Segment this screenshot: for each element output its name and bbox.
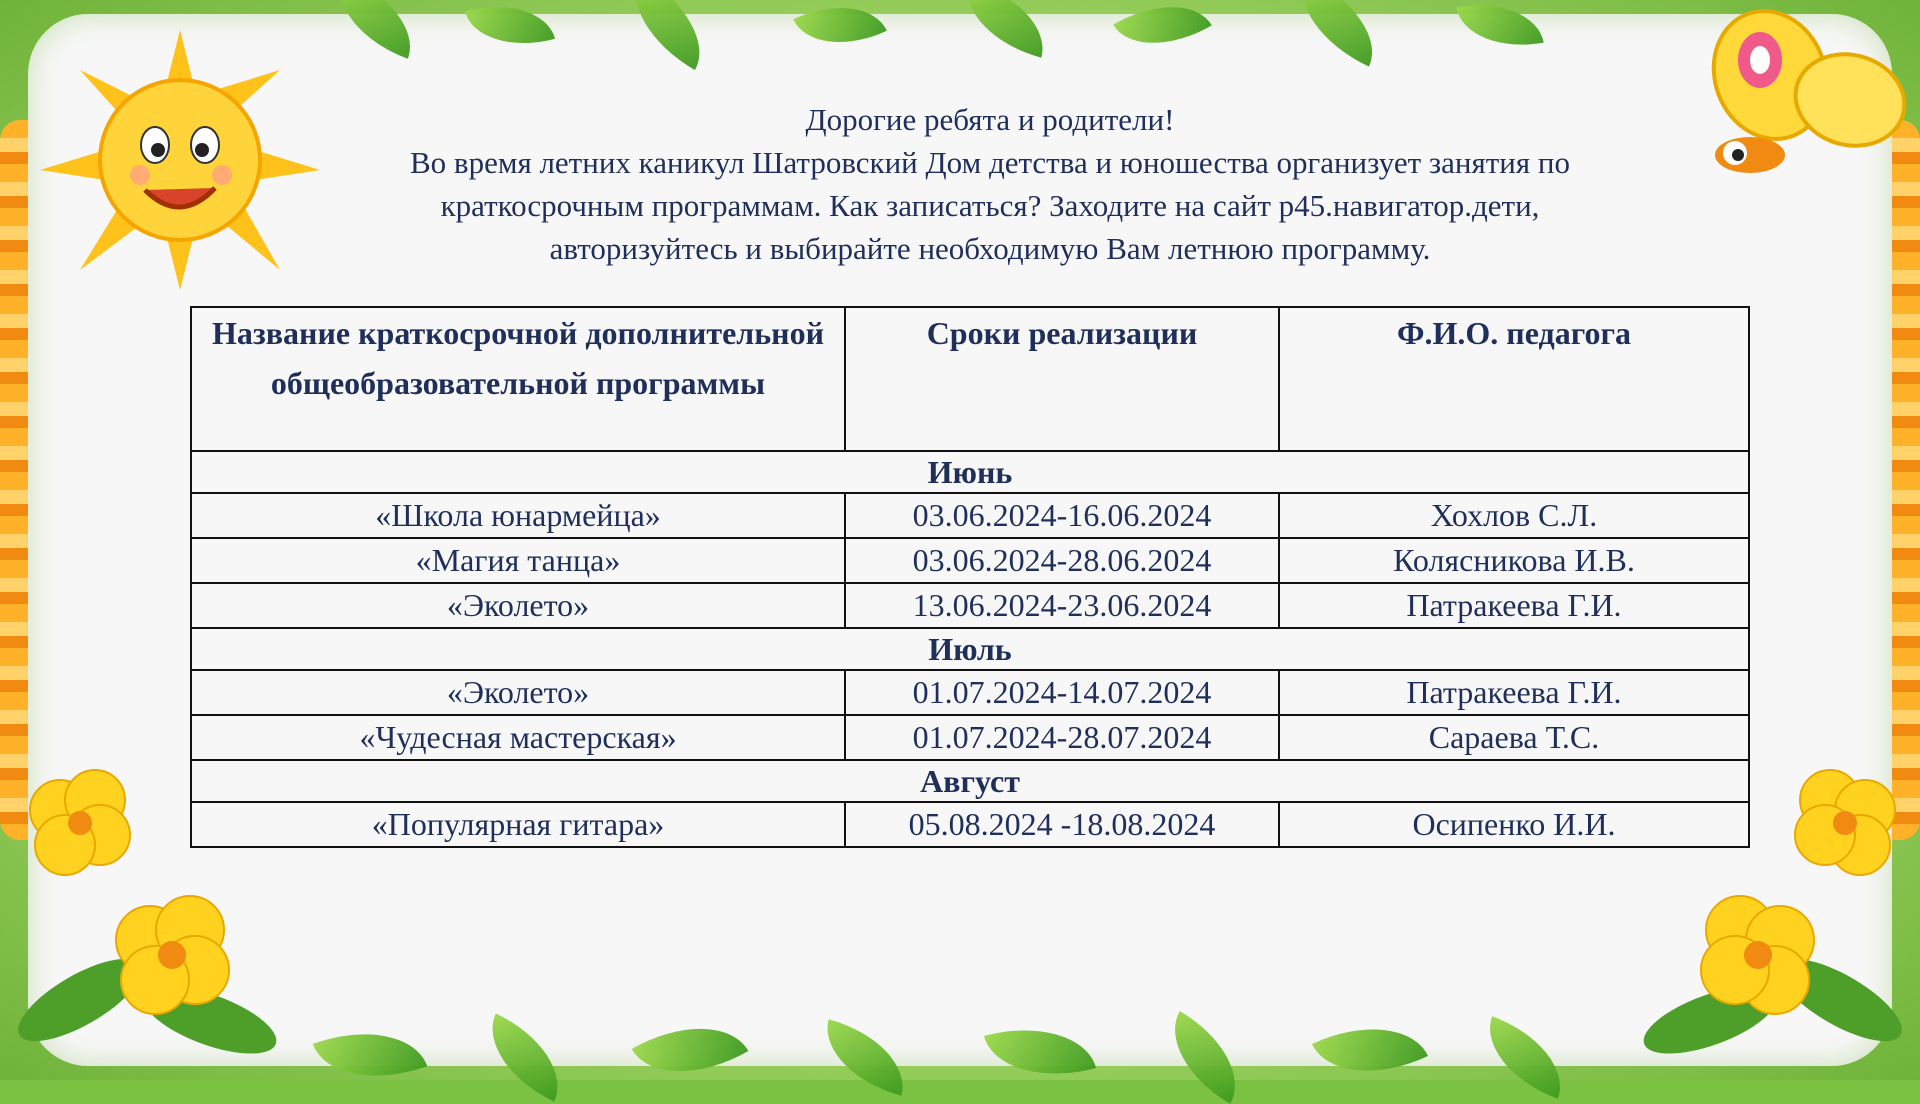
table-header-row (191, 307, 1749, 451)
program-dates: 13.06.2024-23.06.2024 (845, 583, 1279, 628)
program-name: «Магия танца» (191, 538, 845, 583)
program-dates: 01.07.2024-14.07.2024 (845, 670, 1279, 715)
program-dates: 05.08.2024 -18.08.2024 (845, 802, 1279, 847)
sun-illustration (40, 30, 320, 290)
table-row (191, 802, 1749, 847)
table-row (191, 538, 1749, 583)
program-teacher: Осипенко И.И. (1279, 802, 1749, 847)
program-teacher: Патракеева Г.И. (1279, 583, 1749, 628)
program-teacher: Хохлов С.Л. (1279, 493, 1749, 538)
program-dates: 01.07.2024-28.07.2024 (845, 715, 1279, 760)
intro-line: краткосрочным программам. Как записаться? Заходите на сайт р45.навигатор.дети, (440, 188, 1540, 223)
header-program-name: Название краткосрочной дополнительной общеобразовательной программы (191, 307, 845, 451)
table-row (191, 670, 1749, 715)
table-row (191, 493, 1749, 538)
program-name: «Чудесная мастерская» (191, 715, 845, 760)
intro-text (290, 98, 1690, 270)
program-name: «Школа юнармейца» (191, 493, 845, 538)
month-label: Июнь (191, 451, 1749, 493)
table-row (191, 715, 1749, 760)
program-name: «Эколето» (191, 583, 845, 628)
program-name: «Эколето» (191, 670, 845, 715)
program-teacher: Колясникова И.В. (1279, 538, 1749, 583)
program-dates: 03.06.2024-16.06.2024 (845, 493, 1279, 538)
greeting-line: Дорогие ребята и родители! (805, 102, 1175, 137)
program-teacher: Патракеева Г.И. (1279, 670, 1749, 715)
butterfly-illustration (1700, 5, 1910, 205)
month-label: Август (191, 760, 1749, 802)
intro-line: авторизуйтесь и выбирайте необходимую Вам летнюю программу. (549, 231, 1431, 266)
month-label: Июль (191, 628, 1749, 670)
intro-line: Во время летних каникул Шатровский Дом детства и юношества организует занятия по (410, 145, 1570, 180)
month-row-august (191, 760, 1749, 802)
program-dates: 03.06.2024-28.06.2024 (845, 538, 1279, 583)
table-row (191, 583, 1749, 628)
month-row-july (191, 628, 1749, 670)
program-schedule-table (190, 306, 1750, 848)
header-teacher: Ф.И.О. педагога (1279, 307, 1749, 451)
program-name: «Популярная гитара» (191, 802, 845, 847)
month-row-june (191, 451, 1749, 493)
header-dates: Сроки реализации (845, 307, 1279, 451)
program-teacher: Сараева Т.С. (1279, 715, 1749, 760)
